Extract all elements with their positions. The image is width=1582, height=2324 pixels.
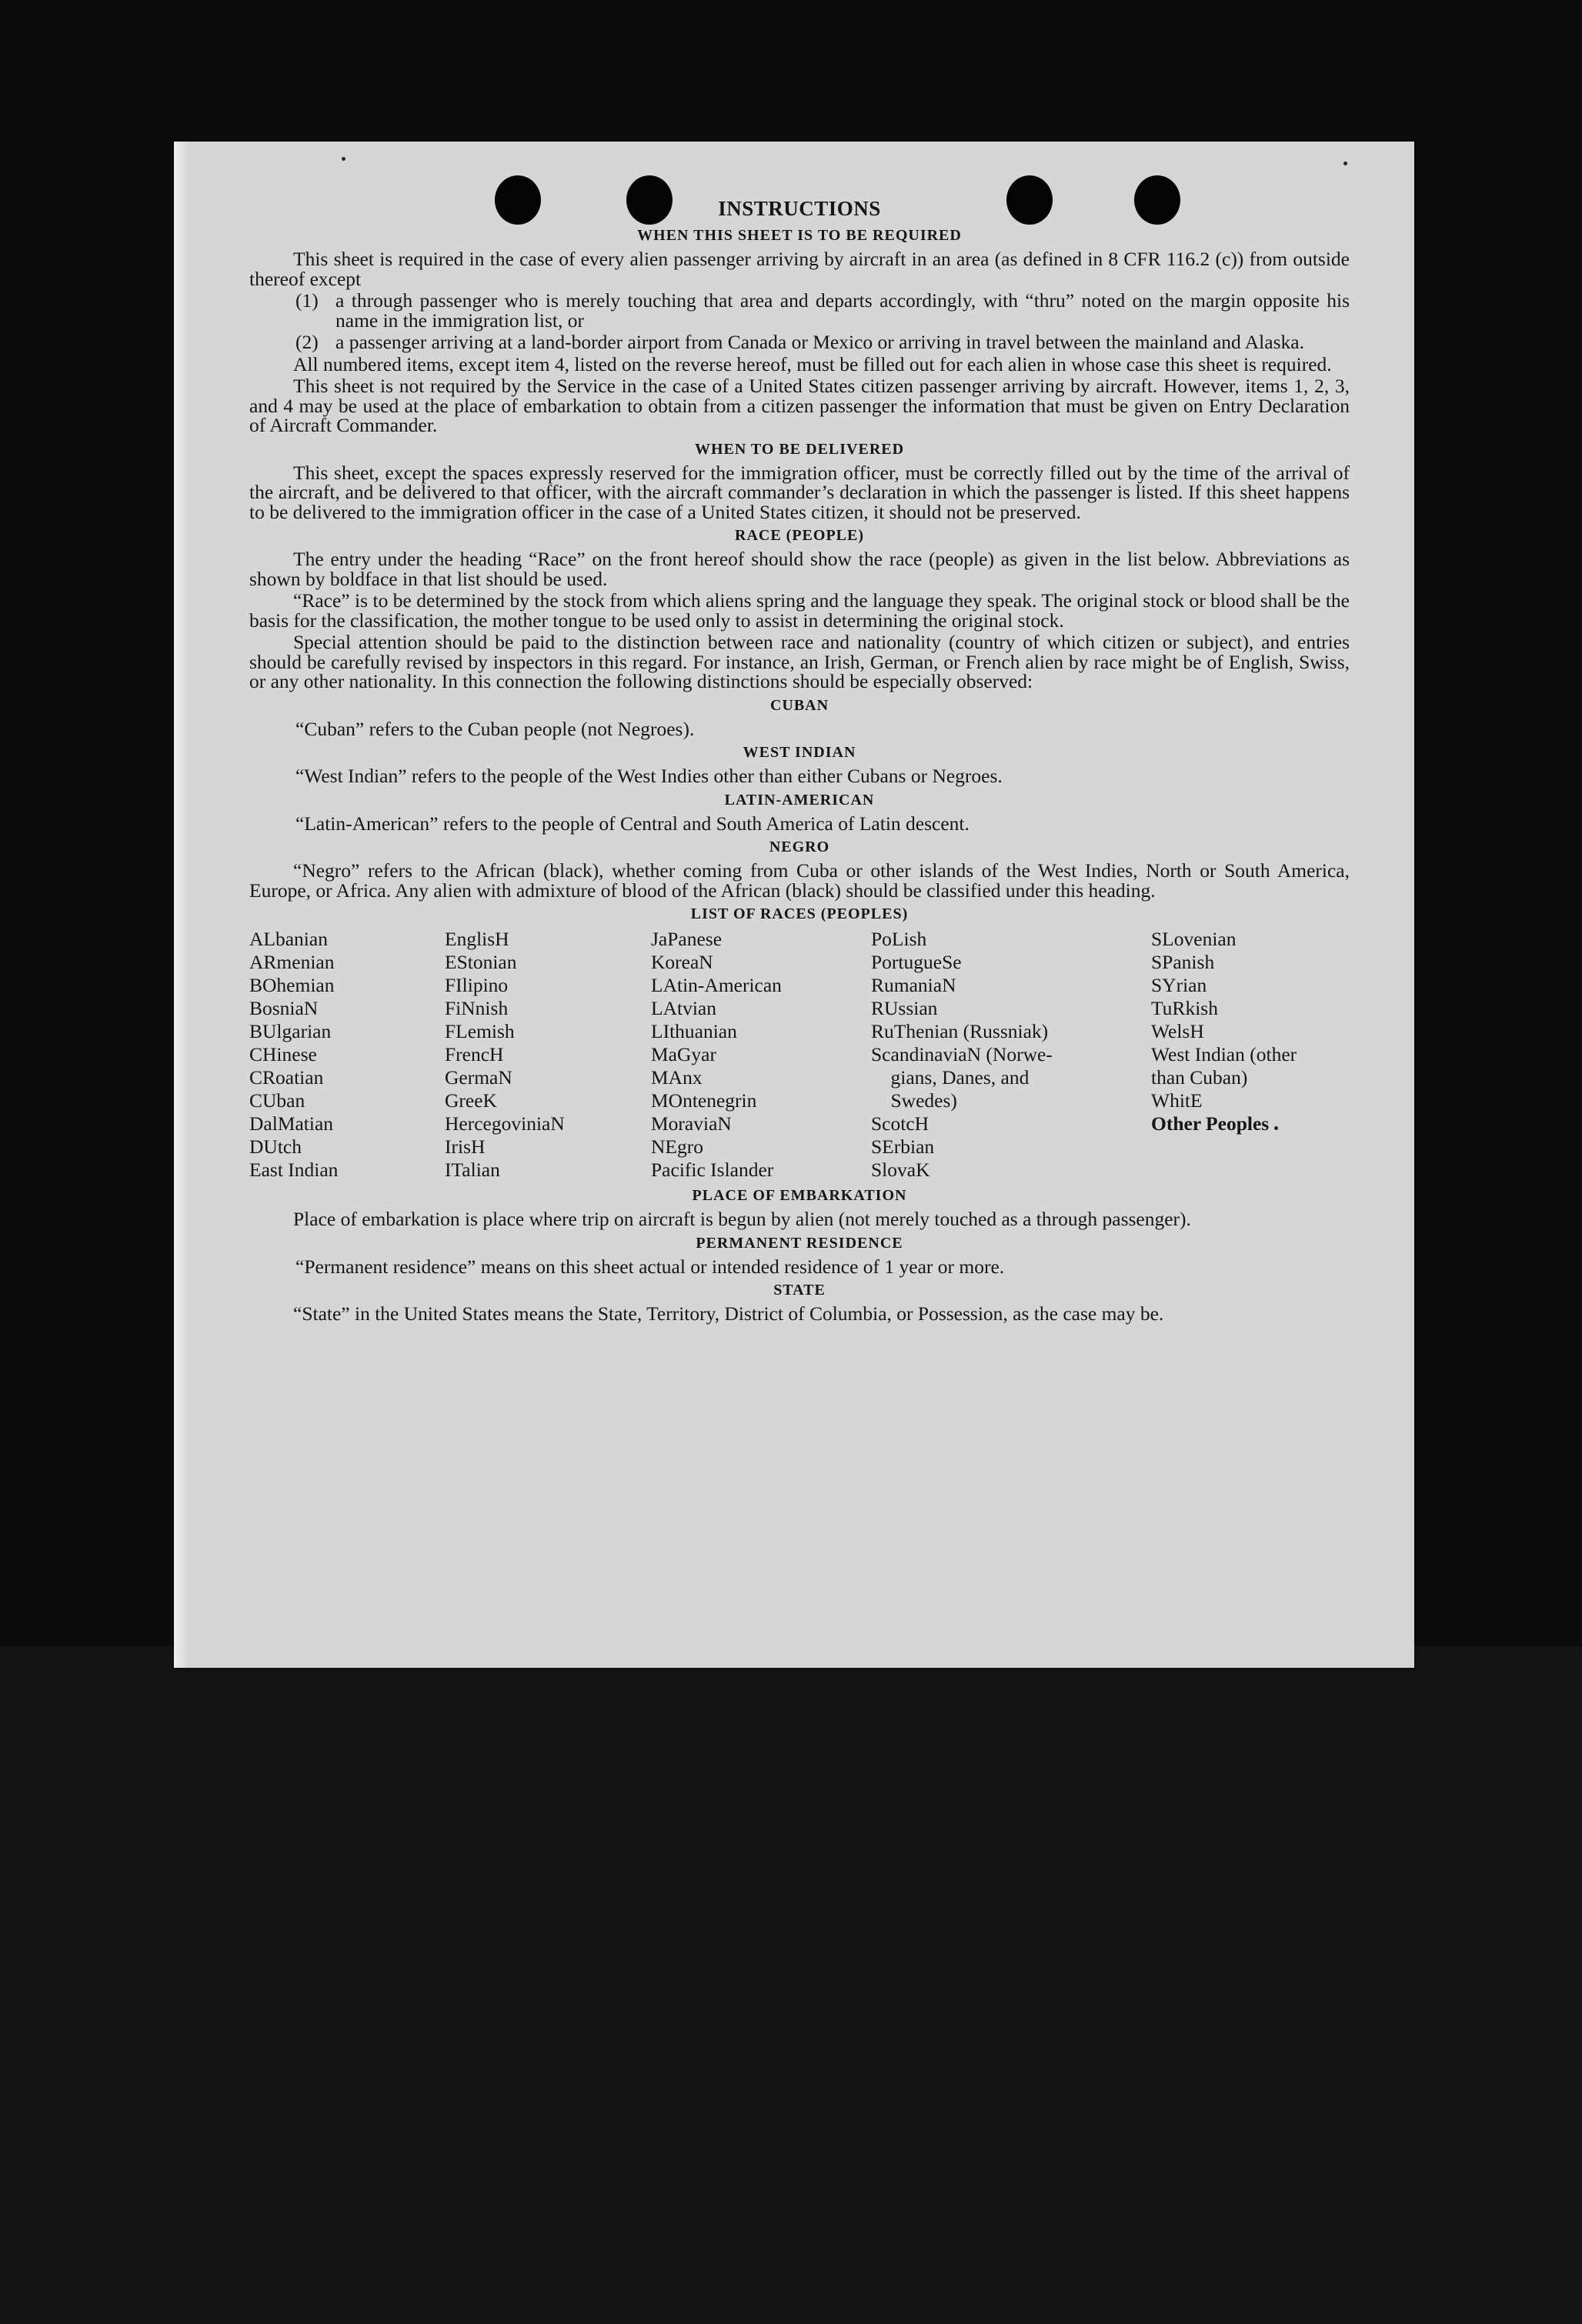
- race-entry: than Cuban): [1151, 1066, 1248, 1089]
- paragraph: “Race” is to be determined by the stock from which aliens spring and the language they speak. The original stock or blood shall be the basis for the classification, the mother tongue to be used only to assist in determining the original stock.: [249, 589, 1350, 632]
- race-entry: Pacific Islander: [651, 1159, 774, 1181]
- paragraph: Special attention should be paid to the distinction between race and nationality (country of which citizen or subject), and entries should be carefully revised by inspectors in this regard. For instance, an Irish, German, or French alien by race might be of English, Swiss, or any other nationality. In this connection the following distinctions should be especially observed:: [249, 631, 1350, 692]
- paragraph: Place of embarkation is place where trip on aircraft is begun by alien (not merely touched as a through passenger).: [293, 1208, 1191, 1230]
- paragraph: All numbered items, except item 4, listed on the reverse hereof, must be filled out for each alien in whose case this sheet is required.: [293, 352, 1332, 375]
- race-entry: WelsH: [1151, 1020, 1204, 1042]
- paragraph: This sheet, except the spaces expressly reserved for the immigration officer, must be correctly filled out by the time of the arrival of the aircraft, and be delivered to that officer, with the aircraft commander’s declaration in which the passenger is listed. If this sheet happens to be delivered to the immigration officer in the case of a United States citizen, it should not be preserved.: [249, 461, 1350, 523]
- paragraph: The entry under the heading “Race” on the front hereof should show the race (people) as given in the list below. Abbreviations as shown by boldface in that list should be used.: [249, 548, 1350, 590]
- race-entry: WhitE: [1151, 1089, 1203, 1112]
- race-entry: RumaniaN: [871, 974, 956, 996]
- race-entry: CHinese: [249, 1043, 317, 1065]
- race-entry: TuRkish: [1151, 997, 1218, 1019]
- races-column: [1151, 928, 1350, 1182]
- race-entry: FLemish: [445, 1020, 515, 1042]
- race-entry: EStonian: [445, 951, 517, 973]
- races-column: [871, 928, 1151, 1182]
- race-entry: West Indian (other: [1151, 1043, 1297, 1065]
- section-heading-race: RACE (PEOPLE): [735, 527, 864, 544]
- race-entry: RUssian: [871, 997, 938, 1019]
- race-entry: BUlgarian: [249, 1020, 332, 1042]
- race-entry: BOhemian: [249, 974, 335, 996]
- paragraph: “Permanent residence” means on this sheet actual or intended residence of 1 year or more.: [295, 1255, 1005, 1278]
- race-entry: ITalian: [445, 1159, 500, 1181]
- dark-backdrop: [0, 1646, 1582, 2324]
- race-entry: KoreaN: [651, 951, 713, 973]
- section-heading-residence: PERMANENT RESIDENCE: [696, 1234, 903, 1252]
- race-entry: ARmenian: [249, 951, 335, 973]
- race-entry: SYrian: [1151, 974, 1207, 996]
- race-entry: GreeK: [445, 1089, 497, 1112]
- race-entry: CRoatian: [249, 1066, 324, 1089]
- races-column: [445, 928, 651, 1182]
- races-column: [651, 928, 871, 1182]
- race-entry: ScandinaviaN (Norwe-: [871, 1043, 1053, 1065]
- list-text: a passenger arriving at a land-border airport from Canada or Mexico or arriving in travel between the mainland and Alaska.: [335, 331, 1304, 353]
- instruction-sheet: [174, 142, 1414, 1668]
- section-heading-state: STATE: [773, 1282, 826, 1299]
- paragraph: “Cuban” refers to the Cuban people (not Negroes).: [295, 717, 695, 740]
- race-entry: FrencH: [445, 1043, 504, 1065]
- section-heading-west-indian: WEST INDIAN: [743, 744, 856, 761]
- race-entry: LIthuanian: [651, 1020, 737, 1042]
- race-entry: HercegoviniaN: [445, 1112, 565, 1135]
- paragraph: This sheet is required in the case of every alien passenger arriving by aircraft in an area (as defined in 8 CFR 116.2 (c)) from outside thereof except: [249, 248, 1350, 290]
- race-entry: East Indian: [249, 1159, 339, 1181]
- section-heading-embarkation: PLACE OF EMBARKATION: [692, 1187, 907, 1204]
- page-title: INSTRUCTIONS: [718, 197, 881, 220]
- section-heading-races-list: LIST OF RACES (PEOPLES): [690, 905, 909, 922]
- paragraph: “Negro” refers to the African (black), whether coming from Cuba or other islands of the West Indies, North or South America, Europe, or Africa. Any alien with admixture of blood of the African (black) should be classified under this heading.: [249, 859, 1350, 902]
- list-item: [295, 332, 1350, 352]
- paragraph: “West Indian” refers to the people of the West Indies other than either Cubans or Negroes.: [295, 765, 1003, 787]
- list-item: [295, 291, 1350, 330]
- section-heading-negro: NEGRO: [769, 839, 830, 855]
- race-entry: MAnx: [651, 1066, 703, 1089]
- list-text: a through passenger who is merely touching that area and departs accordingly, with “thru” noted on the margin opposite his name in the immigration list, or: [335, 289, 1350, 332]
- race-entry: DalMatian: [249, 1112, 334, 1135]
- race-entry: MOntenegrin: [651, 1089, 757, 1112]
- race-entry: LAtin-American: [651, 974, 782, 996]
- race-entry: CUban: [249, 1089, 305, 1112]
- race-entry: NEgro: [651, 1135, 703, 1158]
- section-heading-cuban: CUBAN: [769, 696, 829, 714]
- race-entry: gians, Danes, and: [871, 1066, 1030, 1089]
- race-entry: SPanish: [1151, 951, 1215, 973]
- race-entry: Swedes): [871, 1089, 957, 1112]
- race-entry: PortugueSe: [871, 951, 962, 973]
- race-entry: JaPanese: [651, 928, 723, 950]
- race-entry: DUtch: [249, 1135, 302, 1158]
- race-entry: BosniaN: [249, 997, 319, 1019]
- race-entry: ALbanian: [249, 928, 328, 950]
- instructions-body: [249, 195, 1350, 1326]
- race-entry: PoLish: [871, 928, 927, 950]
- race-entry: MoraviaN: [651, 1112, 732, 1135]
- race-entry: FIlipino: [445, 974, 509, 996]
- paragraph: “Latin-American” refers to the people of Central and South America of Latin descent.: [295, 812, 970, 835]
- list-number: (2): [295, 331, 319, 353]
- race-entry: MaGyar: [651, 1043, 716, 1065]
- race-entry: SlovaK: [871, 1159, 930, 1181]
- section-heading-when-delivered: WHEN TO BE DELIVERED: [694, 440, 905, 458]
- section-heading-latin-american: LATIN-AMERICAN: [724, 791, 875, 809]
- races-table: [249, 928, 1350, 1182]
- dust-speck: [1343, 162, 1347, 165]
- paragraph: “State” in the United States means the State, Territory, District of Columbia, or Possession, as the case may be.: [293, 1302, 1164, 1325]
- race-entry: Other Peoples: [1151, 1112, 1270, 1135]
- race-entry: IrisH: [445, 1135, 486, 1158]
- race-entry: FiNnish: [445, 997, 509, 1019]
- paragraph: This sheet is not required by the Service in the case of a United States citizen passenger arriving by aircraft. However, items 1, 2, 3, and 4 may be used at the place of embarkation to obtain from a citizen passenger the information that must be given on Entry Declaration of Aircraft Commander.: [249, 375, 1350, 436]
- race-entry: SErbian: [871, 1135, 935, 1158]
- race-entry: LAtvian: [651, 997, 716, 1019]
- race-entry: RuThenian (Russniak): [871, 1020, 1049, 1042]
- section-heading-when-required: WHEN THIS SHEET IS TO BE REQUIRED: [637, 227, 962, 244]
- races-column: [249, 928, 445, 1182]
- race-entry: EnglisH: [445, 928, 509, 950]
- race-entry: SLovenian: [1151, 928, 1237, 950]
- race-entry: GermaN: [445, 1066, 512, 1089]
- race-entry: ScotcH: [871, 1112, 930, 1135]
- list-number: (1): [295, 289, 319, 312]
- dust-speck: [342, 157, 345, 161]
